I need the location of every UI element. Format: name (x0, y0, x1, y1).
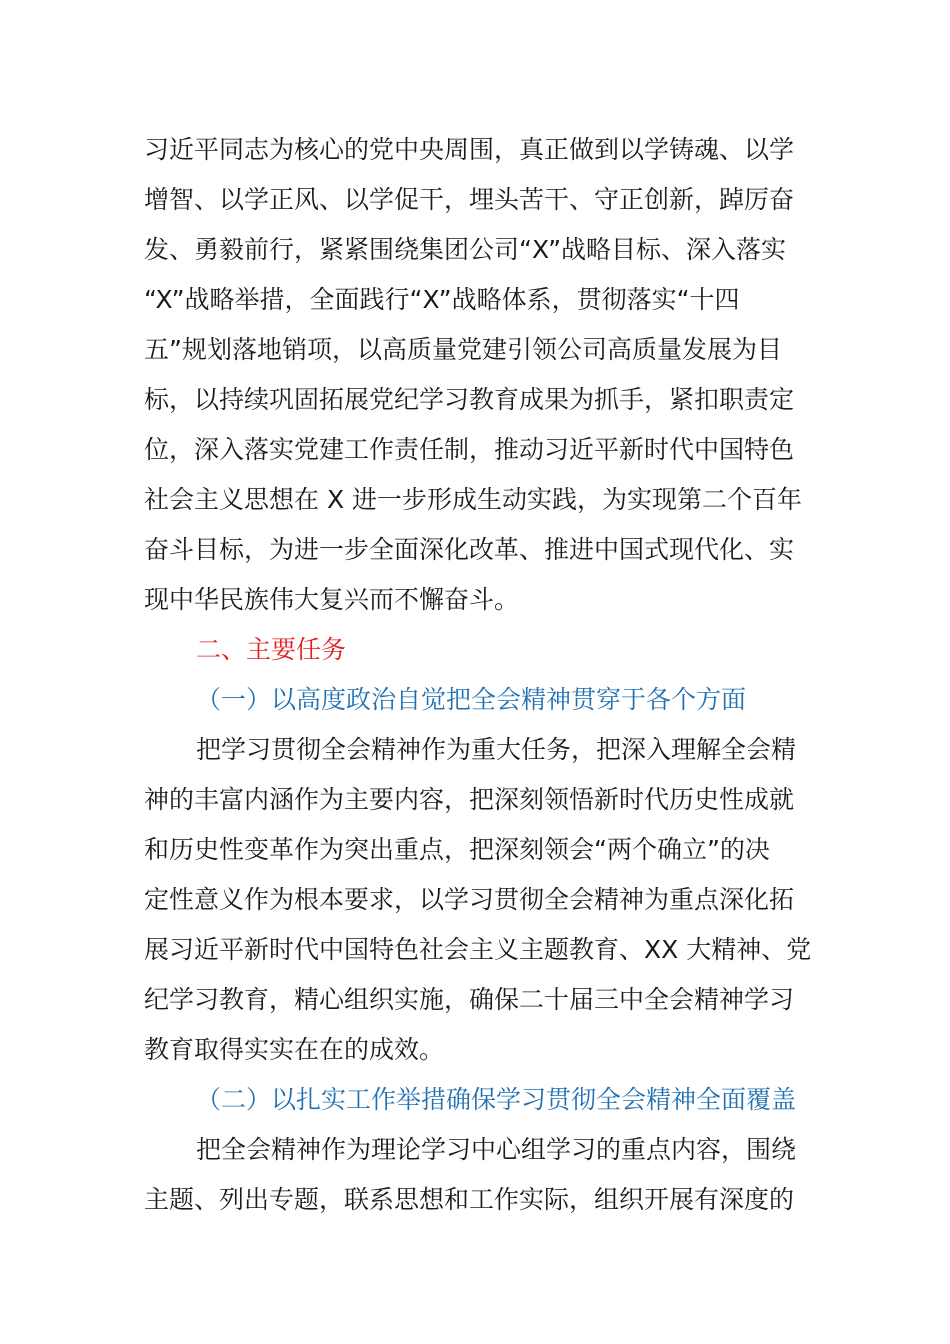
intro-paragraph-line: “X”战略举措，全面践行“X”战略体系，贯彻落实“十四 (144, 285, 740, 314)
intro-paragraph-line: 五”规划落地销项，以高质量党建引领公司高质量发展为目 (144, 335, 782, 364)
subsection-one-paragraph-line: 展习近平新时代中国特色社会主义主题教育、XX 大精神、党 (144, 935, 812, 964)
document-body (144, 125, 812, 1225)
intro-paragraph-line: 发、勇毅前行，紧紧围绕集团公司“X”战略目标、深入落实 (144, 235, 787, 264)
subsection-one-paragraph-line: 把学习贯彻全会精神作为重大任务，把深入理解全会精 (196, 735, 797, 764)
subsection-one-paragraph-line: 纪学习教育，精心组织实施，确保二十届三中全会精神学习 (144, 985, 795, 1014)
subsection-one-paragraph-line: 教育取得实实在在的成效。 (144, 1035, 445, 1064)
intro-paragraph-line: 位，深入落实党建工作责任制，推动习近平新时代中国特色 (144, 435, 795, 464)
section-heading-main-tasks: 二、主要任务 (196, 635, 347, 664)
intro-paragraph-line: 增智、以学正风、以学促干，埋头苦干、守正创新，踔厉奋 (144, 185, 795, 214)
intro-paragraph-line: 习近平同志为核心的党中央周围，真正做到以学铸魂、以学 (144, 135, 795, 164)
intro-paragraph-line: 奋斗目标，为进一步全面深化改革、推进中国式现代化、实 (144, 535, 795, 564)
subsection-one-paragraph-line: 神的丰富内涵作为主要内容，把深刻领悟新时代历史性成就 (144, 785, 795, 814)
intro-paragraph-line: 社会主义思想在 X 进一步形成生动实践，为实现第二个百年 (144, 485, 803, 514)
subsection-one-paragraph-line: 和历史性变革作为突出重点，把深刻领会“两个确立”的决 (144, 835, 770, 864)
intro-paragraph-line: 标，以持续巩固拓展党纪学习教育成果为抓手，紧扣职责定 (144, 385, 795, 414)
subsection-heading-two: （二）以扎实工作举措确保学习贯彻全会精神全面覆盖 (196, 1085, 797, 1114)
subsection-one-paragraph-line: 定性意义作为根本要求，以学习贯彻全会精神为重点深化拓 (144, 885, 795, 914)
subsection-two-paragraph-line: 把全会精神作为理论学习中心组学习的重点内容，围绕 (196, 1135, 797, 1164)
subsection-heading-one: （一）以高度政治自觉把全会精神贯穿于各个方面 (196, 685, 747, 714)
intro-paragraph-line: 现中华民族伟大复兴而不懈奋斗。 (144, 585, 520, 614)
subsection-two-paragraph-line: 主题、列出专题，联系思想和工作实际，组织开展有深度的 (144, 1185, 795, 1214)
